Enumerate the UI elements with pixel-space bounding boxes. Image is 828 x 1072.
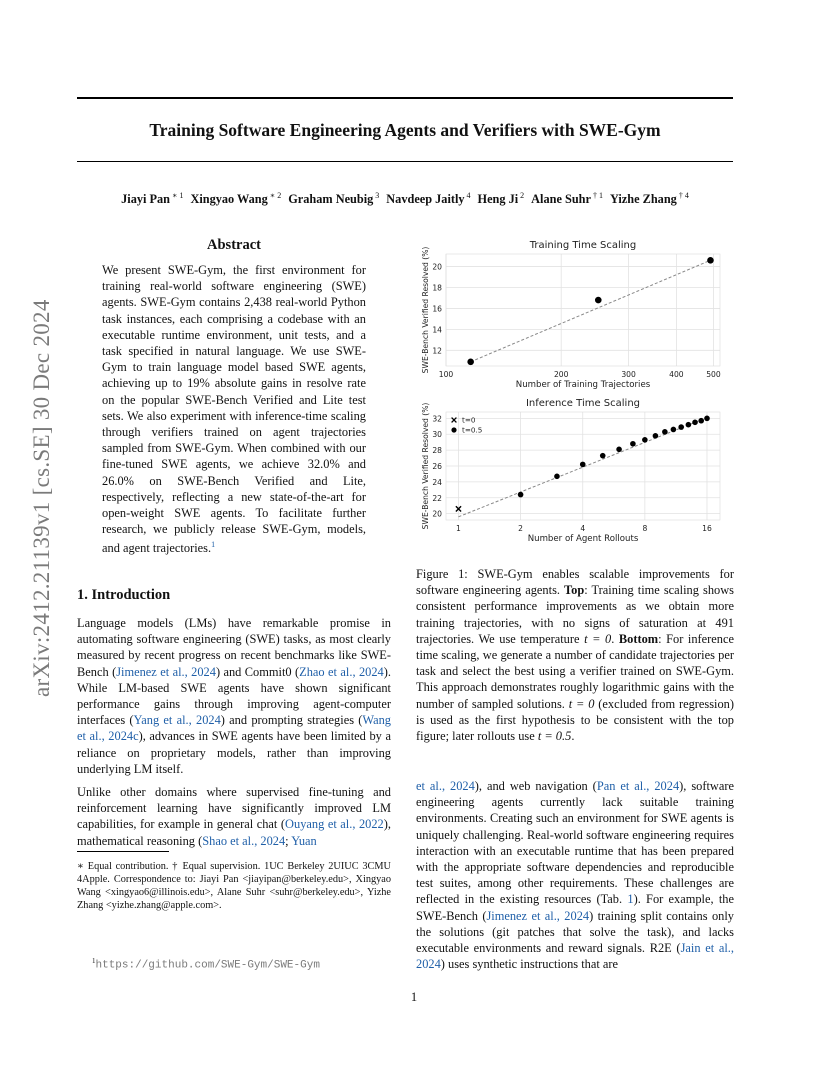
y-tick-label: 20 [432,509,442,519]
text-run: t = 0 [568,696,595,711]
author-name [121,192,183,206]
text-run: : Training time scaling shows consistent performance improvements as we obtain more training trajectories, with no signs of saturation at 491 trajectories. We use temperature [416,583,734,646]
author-name-text: Graham Neubig [288,192,374,207]
data-point [686,422,692,428]
text-run: ), software engineering agents currently lack suitable training environments. Creating such an environment for SWE agents is uniquely challenging. Real-world software engineering requires interaction with an executable runtime that has been prepared with the appropriate software dependencies and reproducible test suites, among other requirements. These challenges are reflected in the existing resources (Tab. [416,779,734,907]
data-point [600,453,606,459]
top-rule [77,97,733,99]
data-point [707,257,714,264]
right-column-paragraph [416,778,734,972]
text-run: Figure 1: SWE-Gym enables scalable improvements for software engineering agents. [416,567,734,598]
author-list [77,191,733,207]
text-run: . [571,729,575,744]
figure-1-scaling-plots [412,236,728,552]
data-point [616,447,622,453]
chart-title: Training Time Scaling [529,240,637,251]
citation-link[interactable]: Yang et al., 2024 [133,713,221,728]
x-axis-label: Number of Agent Rollouts [527,534,639,544]
author-name-text: Yizhe Zhang [609,192,677,207]
text-run: Unlike other domains where supervised fine-tuning and reinforcement learning have significantly improved LM capabilities, for example in general chat ( [77,785,391,832]
text-run: ) training split contains only the solutions (git patches that solve the task), and lacks executable environments and reward signals. R2E ( [416,908,734,956]
x-tick-label: 4 [580,524,586,533]
citation-link[interactable]: Jain et al., 2024 [416,941,734,972]
legend-marker-circle [451,427,456,432]
author-affiliation-mark: † 4 [676,191,689,200]
x-tick-label: 200 [553,370,569,379]
text-run: ) and Commit0 ( [215,664,300,679]
footnote-mark: 1 [92,957,96,965]
text-run: Bottom [618,631,659,646]
data-point [642,437,648,443]
citation-link[interactable]: Wang et al., 2024c [77,713,391,744]
citation-link[interactable]: Jimenez et al., 2024 [116,664,216,679]
data-point [630,441,636,447]
text-run: ). While LM-based SWE agents have shown significant performance gains through improving agent-computer interfaces ( [77,664,391,728]
citation-link[interactable]: Pan et al., 2024 [596,779,680,793]
data-point [467,359,474,366]
citation-link[interactable]: 1 [627,892,634,907]
text-run: ), mathematical reasoning ( [77,817,391,848]
x-axis-label: Number of Training Trajectories [515,380,651,390]
y-tick-label: 24 [432,477,442,487]
x-tick-label: 8 [642,524,648,533]
training-time-scaling-chart [421,240,721,390]
x-tick-label: 500 [706,370,721,379]
y-tick-label: 12 [432,346,442,356]
citation-link[interactable]: Yuan [291,833,317,848]
data-point [662,429,668,435]
text-run: Top [564,583,585,598]
author-affiliation-mark: 4 [464,191,471,200]
inference-time-scaling-chart [421,398,720,544]
page-number: 1 [410,990,418,1004]
intro-paragraph-1 [77,615,391,777]
author-affiliation-mark: 3 [373,191,380,200]
data-point [653,433,659,439]
section-heading-introduction: 1. Introduction [77,587,171,603]
citation-link[interactable]: Shao et al., 2024 [202,833,286,848]
author-name [610,192,689,206]
intro-paragraph-2 [77,784,391,849]
text-run: ). For example, the SWE-Bench ( [416,892,735,923]
text-run: ), and web navigation ( [474,779,597,793]
text-run: ), advances in SWE agents have been limited by a reliance on proprietary models, rather than improving underlying LM itself. [77,729,391,776]
y-axis-label: SWE-Bench Verified Resolved (%) [421,246,430,374]
data-point [692,420,698,426]
data-point [518,492,524,498]
y-tick-label: 28 [432,446,442,456]
x-tick-label: 1 [456,524,461,533]
citation-link[interactable]: et al., 2024 [416,779,475,793]
paper-title: Training Software Engineering Agents and Verifiers with SWE-Gym [149,120,661,140]
data-point [698,418,704,424]
title-rule [77,161,733,162]
x-tick-label: 300 [621,370,636,379]
figure-caption [416,566,734,744]
abstract-body: We present SWE-Gym, the first environment for training real-world software engineering (SWE) agents. SWE-Gym contains 2,438 real-world Python task instances, each comprising a codebase with an executable runtime environment, unit tests, and a task specified in natural language. We use SWE-Gym to train language model based SWE agents, achieving up to 19% absolute gains in resolve rate on the popular SWE-Bench Verified and Lite test sets. We also experiment with inference-time scaling through verifiers trained on agent trajectories sampled from SWE-Gym. When combined with our fine-tuned SWE agents, we achieve 32.0% and 26.0% on SWE-Bench Verified and Lite, respectively, reflecting a new state-of-the-art for open-weight SWE agents. To facilitate further research, we publicly release SWE-Gym, models, and agent trajectories. [102,263,366,556]
x-tick-label: 400 [669,370,684,379]
data-point [580,462,586,468]
y-tick-label: 30 [432,430,442,440]
y-tick-label: 18 [432,283,442,293]
y-tick-label: 16 [432,304,442,314]
y-tick-label: 20 [432,262,442,272]
x-tick-label: 2 [518,524,524,533]
data-point [671,427,677,433]
y-tick-label: 26 [432,462,442,471]
x-tick-label: 16 [702,524,712,533]
data-point [704,416,710,422]
legend-label: t=0.5 [462,425,483,435]
y-tick-label: 32 [432,414,442,424]
chart-title: Inference Time Scaling [525,398,641,409]
footnote-rule [77,851,169,852]
author-affiliation-mark: ∗ 1 [170,191,184,200]
author-name-text: Alane Suhr [531,192,591,207]
text-run: . [611,631,619,646]
y-tick-label: 14 [432,325,442,335]
author-name-text: Xingyao Wang [190,192,268,207]
data-point [554,474,560,480]
text-run: ) uses synthetic instructions that are [440,957,618,972]
x-tick-label: 100 [438,370,454,379]
footnote-code-link [92,957,320,972]
abstract-text [102,262,366,557]
text-run: ) and prompting strategies ( [220,713,363,728]
plot-frame [446,254,720,366]
y-tick-label: 22 [432,493,442,503]
text-run: t = 0.5 [537,729,572,744]
legend-label: t=0 [462,415,476,425]
author-name-text: Navdeep Jaitly [386,192,465,207]
data-point [595,297,602,304]
author-name-text: Heng Ji [477,192,519,207]
y-axis-label: SWE-Bench Verified Resolved (%) [421,402,430,530]
github-url-link[interactable]: https://github.com/SWE-Gym/SWE-Gym [95,959,320,972]
text-run: ; [285,833,292,848]
abstract-heading: Abstract [207,237,261,253]
author-affiliation-mark: 2 [518,191,525,200]
author-affiliation-mark: ∗ 2 [267,191,282,200]
text-run: (excluded from regression) is used as the first hypothesis to be consistent with the top figure; later rollouts use [416,696,734,744]
author-name [190,192,281,206]
data-point [678,424,684,430]
text-run: Language models (LMs) have remarkable promise in automating software engineering (SWE) tasks, as most clearly measured by recent progress on recent benchmarks like SWE-Bench ( [77,616,391,679]
footnote-affiliations: ∗ Equal contribution. † Equal supervision. 1UC Berkeley 2UIUC 3CMU 4Apple. Correspondence to: Jiayi Pan <jiayipan@berkeley.edu>, Xingyao Wang <xingyao6@illinois.edu>, Alane Suhr <suhr@berkeley.edu>, Yizhe Zhang <yizhe.zhang@apple.com>. [77,861,391,911]
text-run: t = 0 [584,631,612,646]
author-name [386,192,470,206]
citation-link[interactable]: Jimenez et al., 2024 [486,908,590,923]
citation-link[interactable]: Zhao et al., 2024 [299,664,384,679]
author-name [288,192,379,206]
trend-line [471,260,711,362]
abstract-footnote-link[interactable]: 1 [211,540,216,550]
author-name-text: Jiayi Pan [121,192,171,207]
arxiv-identifier[interactable]: arXiv:2412.21139v1 [cs.SE] 30 Dec 2024 [29,299,54,697]
author-affiliation-mark: † 1 [590,191,603,200]
author-name [531,192,603,206]
author-name [478,192,525,206]
citation-link[interactable]: Ouyang et al., 2022 [285,817,384,832]
text-run: : For inference time scaling, we generate a number of candidate trajectories per task and select the best using a verifier trained on SWE-Gym. This approach demonstrates roughly logarithmic gains with the number of sampled solutions. [416,631,735,711]
